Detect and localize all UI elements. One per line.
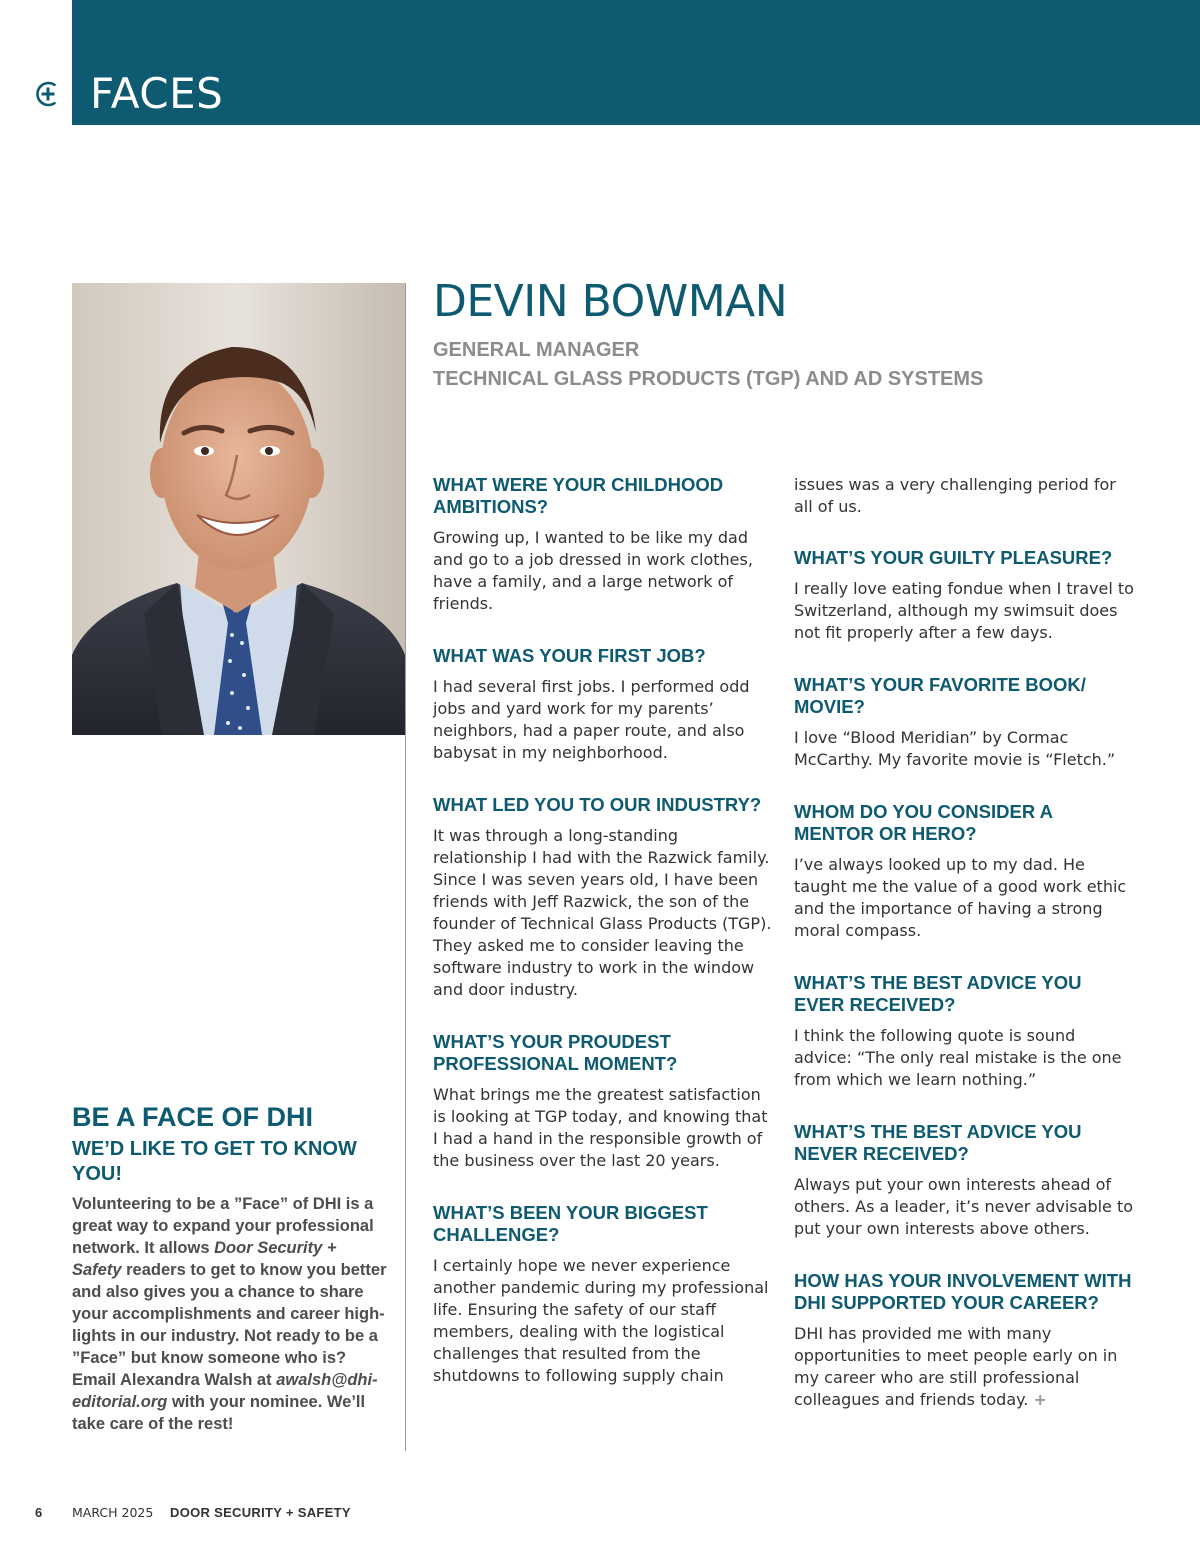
qa-column-right: [794, 474, 1134, 1441]
callout-body: [72, 1193, 387, 1435]
callout-subtitle: WE’D LIKE TO GET TO KNOW YOU!: [72, 1138, 357, 1185]
question-heading: WHAT’S BEEN YOUR BIGGEST CHALLENGE?: [433, 1202, 708, 1245]
callout-body-text: readers to get to know you better and also gives you a chance to share your accomplishments and career high-lights in our industry. Not ready to be a ”Face” but know someone who is? Email Alexandra Walsh at: [72, 1261, 387, 1389]
contact-email-link[interactable]: awalsh@dhi-editorial.org: [72, 1371, 378, 1411]
question-heading: HOW HAS YOUR INVOLVEMENT WITH DHI SUPPORTED YOUR CAREER?: [794, 1270, 1132, 1313]
qa-item: [794, 674, 1134, 771]
question-heading: WHAT’S YOUR GUILTY PLEASURE?: [794, 547, 1113, 568]
profile-name: DEVIN BOWMAN: [433, 276, 788, 327]
qa-item: [794, 1270, 1134, 1411]
answer-text: I love “Blood Meridian” by Cormac McCarthy. My favorite movie is “Fletch.”: [794, 728, 1116, 769]
qa-item: [794, 801, 1134, 942]
profile-title: GENERAL MANAGER: [433, 339, 640, 361]
answer-text: It was through a long-standing relationship I had with the Razwick family. Since I was seven years old, I have been friends with Jeff Razwick, the son of the founder of Technical Glass Products (TGP). They asked me to consider leaving the software industry to work in the window and door industry.: [433, 826, 772, 999]
header-bar: [72, 0, 1200, 125]
answer-text: I think the following quote is sound advice: “The only real mistake is the one from which we learn nothing.”: [794, 1026, 1122, 1089]
profile-role: [433, 336, 983, 394]
answer-text: I’ve always looked up to my dad. He taught me the value of a good work ethic and the importance of having a strong moral compass.: [794, 855, 1127, 940]
callout-body-text: with your nominee. We’ll take care of the rest!: [72, 1393, 366, 1433]
qa-item: [433, 645, 773, 764]
answer-text: [794, 1323, 1134, 1411]
column-divider: [405, 283, 406, 1451]
answer-text: Growing up, I wanted to be like my dad and go to a job dressed in work clothes, have a family, and a large network of friends.: [433, 528, 753, 613]
answer-text: What brings me the greatest satisfaction is looking at TGP today, and knowing that I had a hand in the responsible growth of the business over the last 20 years.: [433, 1085, 768, 1170]
answer-text: I certainly hope we never experience another pandemic during my professional life. Ensuring the safety of our staff members, dealing with the logistical challenges that resulted from the shutdowns to following supply chain: [433, 1256, 769, 1385]
answer-text: Always put your own interests ahead of others. As a leader, it’s never advisable to put your own interests above others.: [794, 1175, 1134, 1238]
question-heading: WHAT’S YOUR FAVORITE BOOK/ MOVIE?: [794, 674, 1086, 717]
plus-circle-icon: [34, 80, 62, 108]
portrait-photo: [72, 283, 405, 735]
end-mark-plus-icon: +: [1033, 1390, 1047, 1409]
qa-item: [433, 1031, 773, 1172]
issue-date: MARCH 2025: [72, 1505, 154, 1520]
answer-text: I had several first jobs. I performed odd jobs and yard work for my parents’ neighbors, had a paper route, and also babysat in my neighborhood.: [433, 677, 750, 762]
answer-continuation: issues was a very challenging period for all of us.: [794, 475, 1116, 516]
callout-body-text: Volunteering to be a ”Face” of DHI is a great way to expand your professional network. It allows: [72, 1195, 374, 1257]
qa-item: [433, 794, 773, 1001]
be-a-face-callout: [72, 1101, 387, 1435]
qa-item: [794, 547, 1134, 644]
profile-company: TECHNICAL GLASS PRODUCTS (TGP) AND AD SYSTEMS: [433, 368, 984, 390]
question-heading: WHAT’S YOUR PROUDEST PROFESSIONAL MOMENT?: [433, 1031, 678, 1074]
page-number: 6: [35, 1505, 43, 1520]
qa-item: [794, 972, 1134, 1091]
question-heading: WHAT’S THE BEST ADVICE YOU NEVER RECEIVED?: [794, 1121, 1082, 1164]
qa-item: [433, 1202, 773, 1387]
answer-text-body: DHI has provided me with many opportunities to meet people early on in my career who are still professional colleagues and friends today.: [794, 1324, 1118, 1409]
section-title: FACES: [90, 69, 224, 118]
qa-item: [794, 1121, 1134, 1240]
question-heading: WHAT WERE YOUR CHILDHOOD AMBITIONS?: [433, 474, 724, 517]
question-heading: WHAT WAS YOUR FIRST JOB?: [433, 645, 706, 666]
publication-name: Door Security + Safety: [72, 1239, 337, 1279]
question-heading: WHOM DO YOU CONSIDER A MENTOR OR HERO?: [794, 801, 1053, 844]
page-footer: [0, 1505, 1200, 1525]
callout-title: BE A FACE OF DHI: [72, 1102, 314, 1132]
question-heading: WHAT’S THE BEST ADVICE YOU EVER RECEIVED?: [794, 972, 1082, 1015]
qa-item: [433, 474, 773, 615]
publication-title: DOOR SECURITY + SAFETY: [170, 1505, 351, 1520]
qa-column-left: [433, 474, 773, 1417]
question-heading: WHAT LED YOU TO OUR INDUSTRY?: [433, 794, 762, 815]
answer-text: I really love eating fondue when I travel to Switzerland, although my swimsuit does not fit properly after a few days.: [794, 579, 1134, 642]
